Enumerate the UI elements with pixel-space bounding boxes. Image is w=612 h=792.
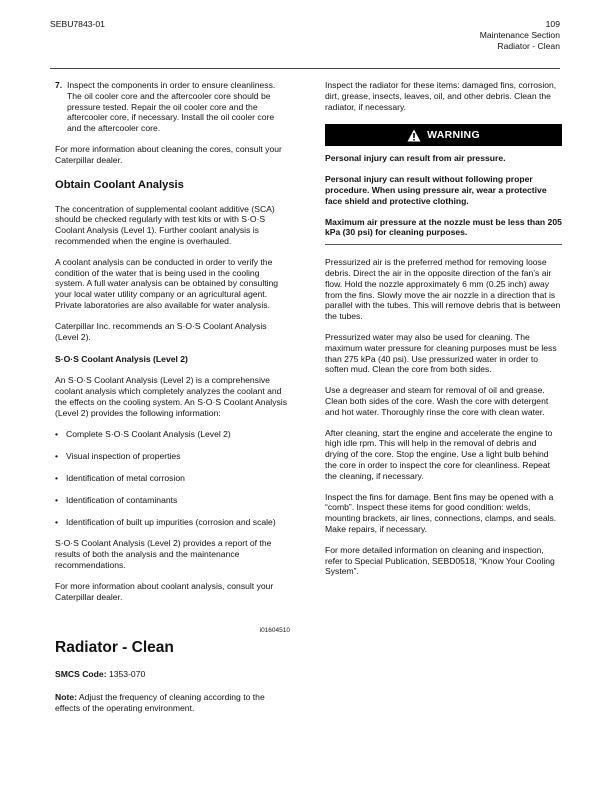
right-column: [325, 80, 562, 577]
step-number: 7.: [55, 80, 63, 90]
paragraph-inspect-radiator: Inspect the radiator for these items: damaged fins, corrosion, dirt, grease, insects, leaves, oil, and other debris. Clean the radiator, if necessary.: [325, 80, 557, 112]
paragraph-pressurized-water: Pressurized water may also be used for cleaning. The maximum water pressure for cleaning purposes must be less than 275 kPa (40 psi). Use pressurized water in order to soften mud. Clean the core from both sides.: [325, 331, 557, 375]
paragraph-inspect-fins: Inspect the fins for damage. Bent fins may be opened with a “comb”. Inspect these items for good condition: welds, mounting brackets, air lines, connections, clamps, and seals. Make repairs, if necessary.: [325, 491, 557, 534]
paragraph-recommends: Caterpillar Inc. recommends an S·O·S Coolant Analysis (Level 2).: [55, 320, 267, 342]
bullet-icon: •: [55, 451, 59, 462]
list-item: • Identification of contaminants: [55, 494, 178, 505]
topic-title: Radiator - Clean: [497, 41, 560, 51]
step-text: Inspect the components in order to ensure cleanliness. The oil cooler core and the aftercooler core should be pressure tested. Repair the oil cooler core and the aftercooler core, if necessary. Install the oil cooler core and the aftercooler core.: [67, 80, 276, 134]
note-text: Adjust the frequency of cleaning according to the effects of the operating environment.: [55, 691, 265, 713]
reference-id: i01604510: [259, 627, 290, 635]
warning-text-1: Personal injury can result from air pressure.: [325, 153, 506, 164]
bullet-icon: •: [55, 516, 59, 527]
paragraph-analysis-conducted: A coolant analysis can be conducted in order to verify the condition of the water that is being used in the cooling system. A full water analysis can be obtained by consulting your local water utility company or an agricultural agent. Private laboratories are also available for water analysis.: [55, 256, 279, 310]
page-number: 109: [545, 19, 560, 29]
smcs-code: [55, 669, 290, 680]
warning-separator: [325, 244, 562, 245]
note-label: Note:: [55, 691, 77, 702]
page-header: [480, 19, 560, 52]
bullet-icon: •: [55, 472, 59, 483]
smcs-label: SMCS Code:: [55, 669, 107, 680]
smcs-value: 1353-070: [106, 669, 146, 680]
list-item: • Visual inspection of properties: [55, 451, 181, 462]
warning-banner: [325, 124, 562, 146]
paragraph-sca: The concentration of supplemental coolant additive (SCA) should be checked regularly with test kits or with S·O·S Coolant Analysis (Level 1). Further coolant analysis is recommended when the engine is overhauled.: [55, 203, 275, 246]
section-title: Maintenance Section: [479, 30, 560, 40]
paragraph-more-detailed: For more detailed information on cleaning and inspection, refer to Special Publication, SEBD0518, “Know Your Cooling System”.: [325, 544, 555, 577]
list-item: • Identification of metal corrosion: [55, 472, 185, 483]
bullet-icon: •: [55, 494, 59, 505]
paragraph-more-info-cores: For more information about cleaning the cores, consult your Caterpillar dealer.: [55, 143, 282, 165]
paragraph-degreaser: Use a degreaser and steam for removal of oil and grease. Clean both sides of the core. Wash the core with detergent and hot water. Thoroughly rinse the core with clean water.: [325, 385, 549, 417]
warning-text-2: Personal injury can result without following proper procedure. When using pressure air, wear a protective face shield and protective clothing.: [325, 174, 547, 206]
bullet-list: [55, 429, 290, 527]
heading-obtain-coolant-analysis: Obtain Coolant Analysis: [55, 178, 184, 191]
warning-label: WARNING: [427, 128, 480, 141]
paragraph-level2-intro: An S·O·S Coolant Analysis (Level 2) is a comprehensive coolant analysis which completely analyzes the coolant and the effects on the cooling system. An S·O·S Coolant Analysis (Level 2) provides the following information:: [55, 375, 287, 418]
paragraph-level2-report: S·O·S Coolant Analysis (Level 2) provides a report of the results of both the analysis and the maintenance recommendations.: [55, 538, 272, 570]
heading-radiator-clean: Radiator - Clean: [55, 639, 174, 657]
list-item: • Identification of built up impurities (corrosion and scale): [55, 516, 276, 527]
left-column: [55, 80, 290, 713]
bullet-icon: •: [55, 429, 59, 440]
step-7: [55, 80, 290, 134]
paragraph-after-cleaning: After cleaning, start the engine and accelerate the engine to high idle rpm. This will help in the removal of debris and drying of the core. Stop the engine. Use a light bulb behind the core in order to inspect the core for cleanliness. Repeat the cleaning, if necessary.: [325, 427, 553, 481]
paragraph-pressurized-air: Pressurized air is the preferred method for removing loose debris. Direct the air in the opposite direction of the fan’s air flow. Hold the nozzle approximately 6 mm (0.25 inch) away from the fins. Slowly move the air nozzle in a direction that is parallel with the tubes. This will remove debris that is between the tubes.: [325, 257, 561, 322]
warning-text-3: Maximum air pressure at the nozzle must be less than 205 kPa (30 psi) for cleaning purposes.: [325, 216, 562, 238]
doc-id: SEBU7843-01: [50, 19, 105, 29]
warning-triangle-icon: [407, 129, 421, 142]
note: [55, 692, 290, 714]
heading-level2: S·O·S Coolant Analysis (Level 2): [55, 354, 188, 365]
paragraph-more-info-coolant: For more information about coolant analysis, consult your Caterpillar dealer.: [55, 580, 274, 602]
header-rule: [50, 68, 560, 69]
list-item: • Complete S·O·S Coolant Analysis (Level 2): [55, 429, 231, 440]
